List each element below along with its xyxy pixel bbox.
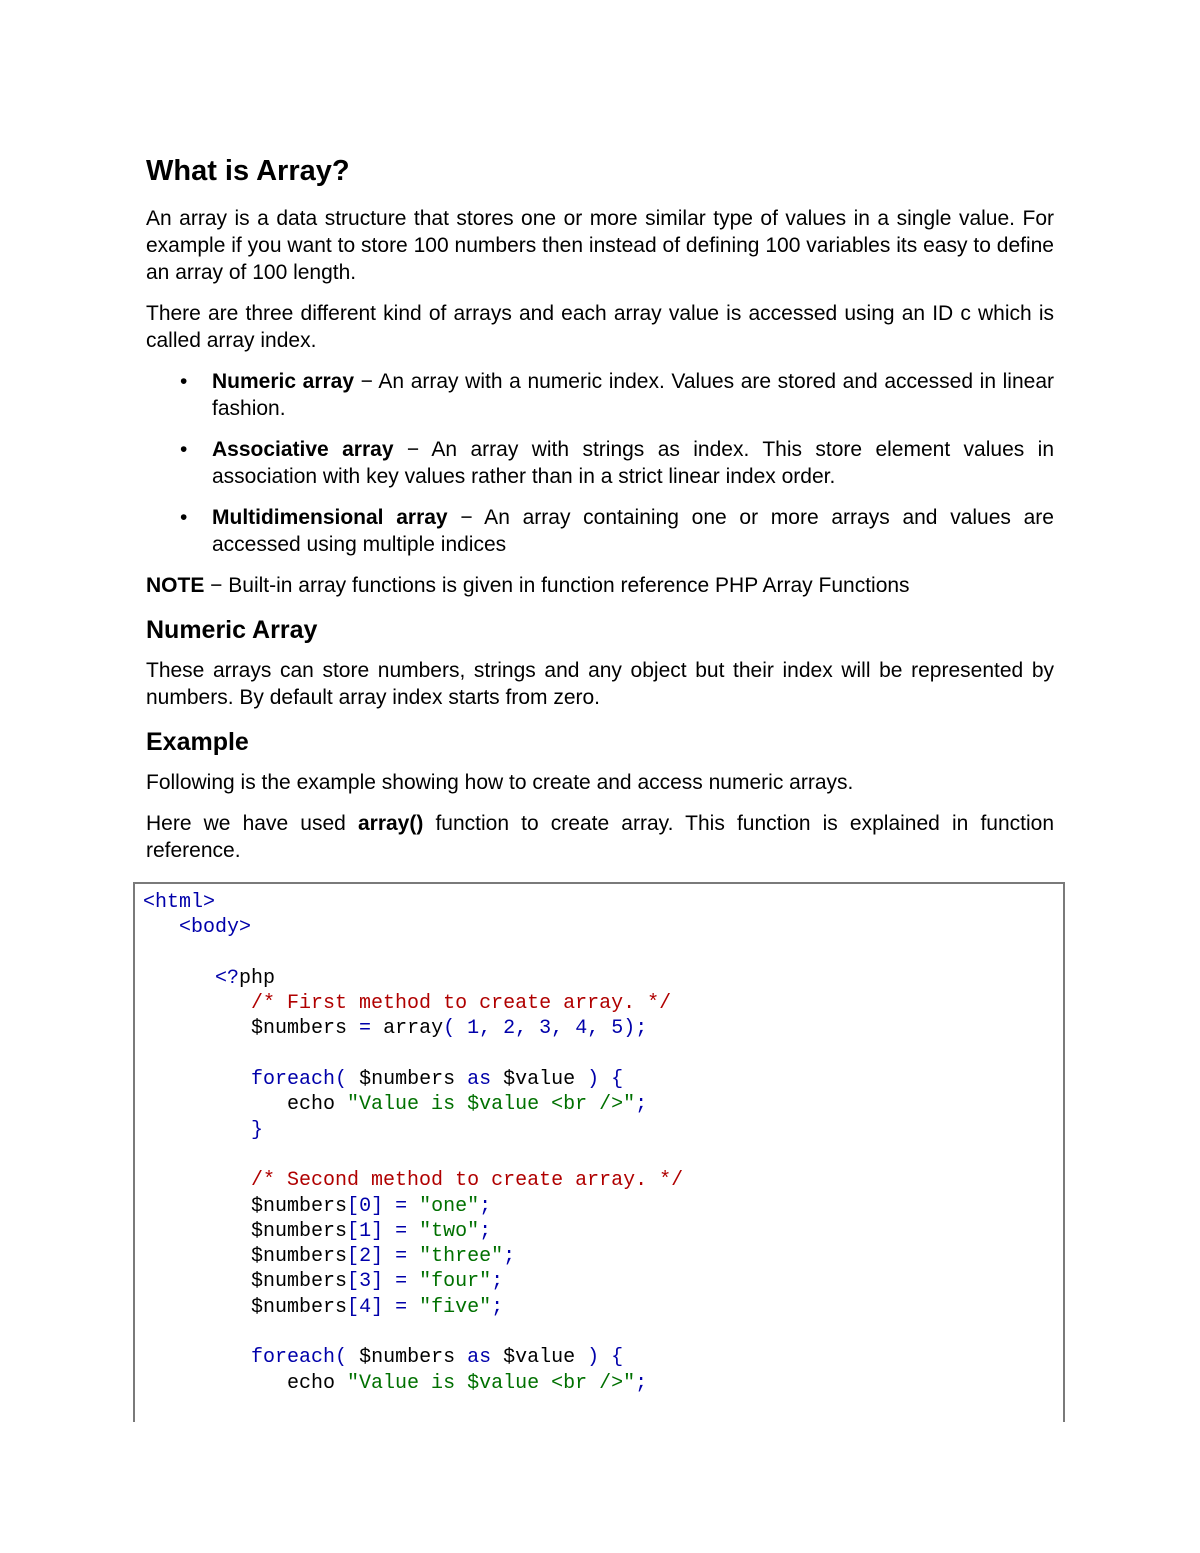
list-item-associative-array xyxy=(146,436,1054,490)
here-text-before: Here we have used xyxy=(146,812,358,835)
code-token: $value xyxy=(491,1068,588,1092)
code-token: ] = xyxy=(371,1295,420,1319)
array-kinds-list xyxy=(146,368,1054,558)
code-token: /* Second method to create array. */ xyxy=(251,1169,684,1193)
code-token: 3 xyxy=(359,1270,372,1294)
numeric-array-heading: Numeric Array xyxy=(146,616,318,644)
code-token: "three" xyxy=(419,1245,504,1269)
bullet-icon: • xyxy=(180,506,188,529)
code-token: as xyxy=(467,1068,492,1092)
kinds-paragraph: There are three different kind of arrays and each array value is accessed using an ID c which is called array index. xyxy=(146,302,1054,352)
bullet-term: Multidimensional array xyxy=(212,506,448,529)
array-function-name: array() xyxy=(357,812,424,835)
bullet-description: − An array with a numeric index. Values are stored and accessed in linear fashion. xyxy=(212,370,1054,420)
code-token: ; xyxy=(479,1194,492,1218)
code-line xyxy=(143,1269,683,1294)
code-token: echo xyxy=(143,1371,348,1395)
code-token: 3 xyxy=(539,1017,552,1041)
bullet-icon: • xyxy=(180,438,188,461)
bullet-term: Associative array xyxy=(212,438,394,461)
code-line xyxy=(143,1016,683,1041)
code-token: [ xyxy=(347,1194,360,1218)
code-line xyxy=(143,991,683,1016)
code-token: "one" xyxy=(419,1194,480,1218)
code-line xyxy=(143,941,683,966)
page-title: What is Array? xyxy=(146,155,350,187)
code-token: php xyxy=(239,966,276,990)
code-token: ; xyxy=(479,1219,492,1243)
code-token: "two" xyxy=(419,1219,480,1243)
code-token: [ xyxy=(347,1245,360,1269)
code-token: array xyxy=(371,1017,444,1041)
code-token: , xyxy=(551,1017,576,1041)
code-token: ( xyxy=(335,1068,360,1092)
code-token: 0 xyxy=(359,1194,372,1218)
code-token: /* First method to create array. */ xyxy=(251,992,672,1016)
bullet-icon: • xyxy=(180,370,188,393)
array-function-paragraph xyxy=(146,810,1054,864)
code-token: ) { xyxy=(587,1068,624,1092)
code-token: [ xyxy=(347,1295,360,1319)
code-token: $value xyxy=(491,1346,588,1370)
code-token: ; xyxy=(635,1093,648,1117)
bullet-description: − An array with strings as index. This store element values in association with key values rather than in a strict linear index order. xyxy=(212,438,1054,488)
code-token xyxy=(143,1068,251,1091)
bullet-term: Numeric array xyxy=(212,370,355,393)
document-page xyxy=(146,150,1054,878)
code-token: $numbers xyxy=(359,1068,468,1092)
code-token: 5 xyxy=(611,1017,624,1041)
code-token: ; xyxy=(503,1245,516,1269)
code-token: <body> xyxy=(179,916,252,940)
code-token: "Value is $value <br />" xyxy=(347,1371,636,1395)
code-token: = xyxy=(359,1017,372,1041)
code-token: ( xyxy=(443,1017,468,1041)
code-line xyxy=(143,1067,683,1092)
code-line xyxy=(143,1219,683,1244)
code-token: ( xyxy=(335,1346,360,1370)
code-token: "four" xyxy=(419,1270,492,1294)
code-token: 2 xyxy=(503,1017,516,1041)
code-token: foreach xyxy=(251,1346,336,1370)
code-line xyxy=(143,1168,683,1193)
code-line xyxy=(143,1143,683,1168)
code-token: $numbers xyxy=(143,1194,348,1218)
code-token: ); xyxy=(623,1017,648,1041)
code-token: 4 xyxy=(359,1295,372,1319)
code-token xyxy=(143,992,251,1015)
example-heading: Example xyxy=(146,728,249,756)
code-token: ) { xyxy=(587,1346,624,1370)
code-token: , xyxy=(479,1017,504,1041)
code-line xyxy=(143,966,683,991)
code-token xyxy=(143,916,179,939)
code-line xyxy=(143,1042,683,1067)
code-token: $numbers xyxy=(143,1245,348,1269)
code-line xyxy=(143,1345,683,1370)
code-token: $numbers xyxy=(143,1270,348,1294)
code-line xyxy=(143,1194,683,1219)
code-token: as xyxy=(467,1346,492,1370)
code-token xyxy=(143,1346,251,1369)
code-listing xyxy=(143,890,683,1396)
code-token: "Value is $value <br />" xyxy=(347,1093,636,1117)
code-token: <? xyxy=(215,966,240,990)
code-token xyxy=(143,1119,251,1142)
here-text-after: function to create array. This function is explained in function reference. xyxy=(146,812,1054,862)
code-token: ; xyxy=(491,1270,504,1294)
example-paragraph: Following is the example showing how to create and access numeric arrays. xyxy=(146,771,854,794)
code-token: ] = xyxy=(371,1245,420,1269)
code-line xyxy=(143,890,683,915)
code-token: 1 xyxy=(359,1219,372,1243)
bullet-description: − An array containing one or more arrays and values are accessed using multiple indices xyxy=(212,506,1054,556)
code-token: "five" xyxy=(419,1295,492,1319)
code-line xyxy=(143,1118,683,1143)
code-line xyxy=(143,1092,683,1117)
code-token: $numbers xyxy=(359,1346,468,1370)
code-line xyxy=(143,1244,683,1269)
code-line xyxy=(143,1295,683,1320)
note-text: − Built-in array functions is given in function reference PHP Array Functions xyxy=(204,574,910,597)
code-token: <html> xyxy=(143,891,216,914)
numeric-array-paragraph: These arrays can store numbers, strings and any object but their index will be represented by numbers. By default array index starts from zero. xyxy=(146,659,1054,709)
code-token: ] = xyxy=(371,1219,420,1243)
note-label: NOTE xyxy=(146,574,205,597)
code-token: $numbers xyxy=(143,1219,348,1243)
code-token: [ xyxy=(347,1219,360,1243)
list-item-numeric-array xyxy=(146,368,1054,422)
code-token: ; xyxy=(491,1295,504,1319)
code-token: $numbers xyxy=(143,1295,348,1319)
code-token: foreach xyxy=(251,1068,336,1092)
code-line xyxy=(143,915,683,940)
code-token: ] = xyxy=(371,1270,420,1294)
note-paragraph xyxy=(146,572,1054,599)
code-token: echo xyxy=(143,1093,348,1117)
code-token: 2 xyxy=(359,1245,372,1269)
code-token: 4 xyxy=(575,1017,588,1041)
code-token xyxy=(143,967,215,990)
intro-paragraph: An array is a data structure that stores one or more similar type of values in a single value. For example if you want to store 100 numbers then instead of defining 100 variables its easy to define an array of 100 length. xyxy=(146,207,1054,284)
code-token: , xyxy=(587,1017,612,1041)
code-token xyxy=(143,1169,251,1192)
code-token: ; xyxy=(635,1371,648,1395)
code-line xyxy=(143,1320,683,1345)
list-item-multidimensional-array xyxy=(146,504,1054,558)
code-line xyxy=(143,1371,683,1396)
code-block xyxy=(133,882,1065,1422)
code-token: , xyxy=(515,1017,540,1041)
code-token: } xyxy=(251,1118,264,1142)
code-token: [ xyxy=(347,1270,360,1294)
code-token: ] = xyxy=(371,1194,420,1218)
code-token: 1 xyxy=(467,1017,480,1041)
code-token: $numbers xyxy=(143,1017,360,1041)
